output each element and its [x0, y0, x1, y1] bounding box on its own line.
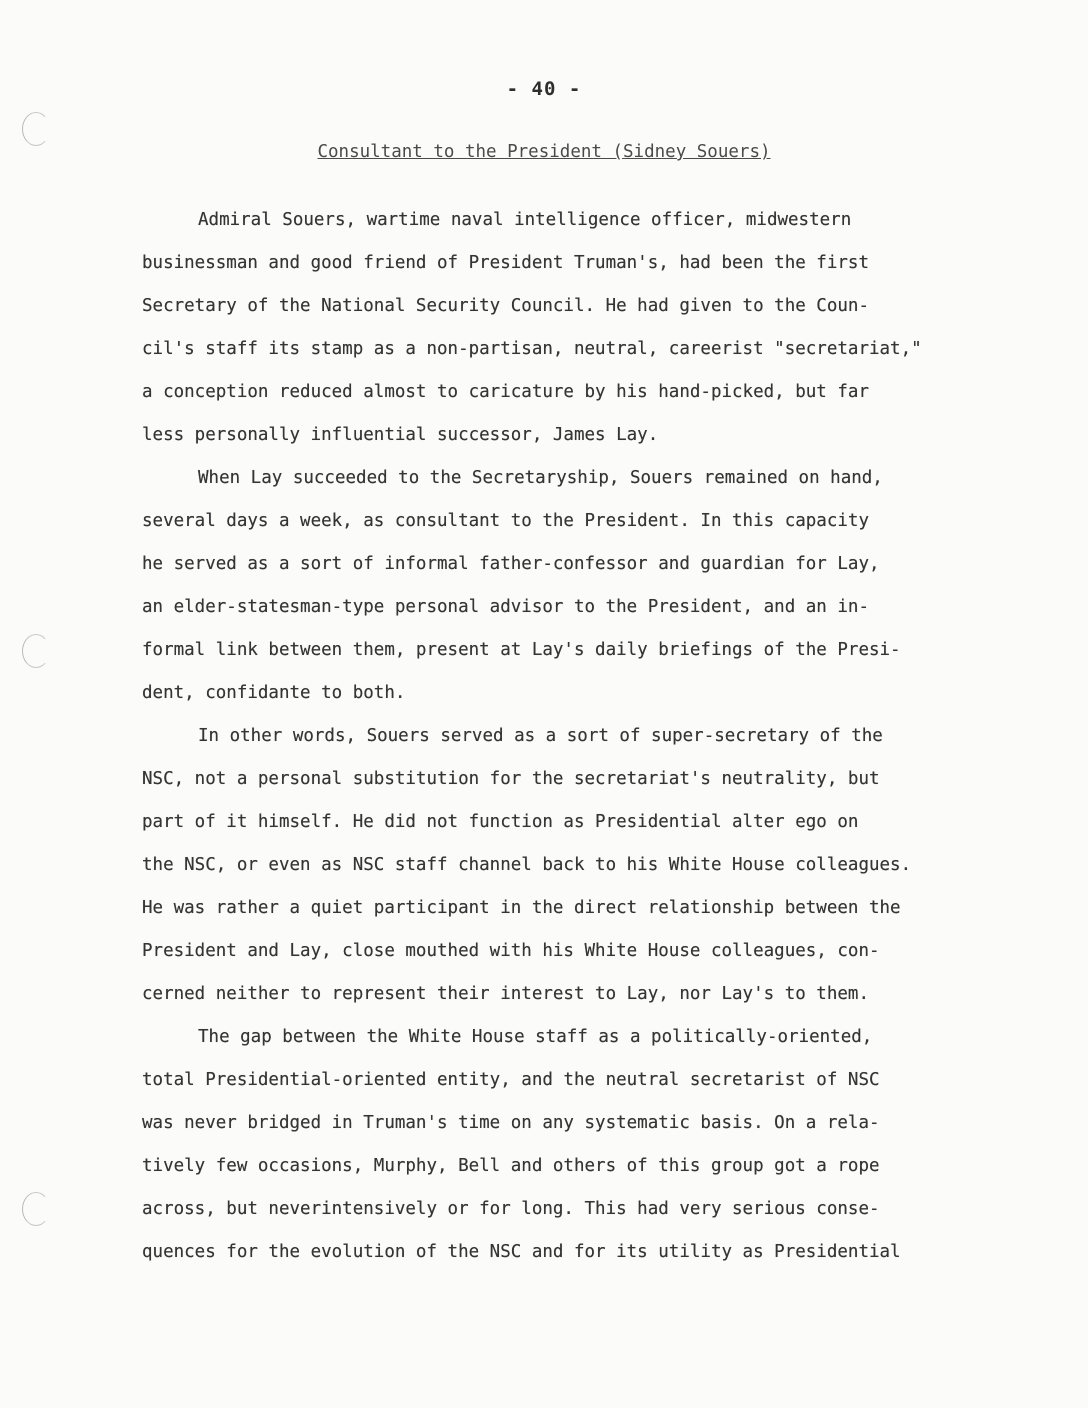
paragraph-3-line-6: President and Lay, close mouthed with his White House colleagues, con- — [142, 941, 880, 961]
paragraph-4-line-6: quences for the evolution of the NSC and for its utility as Presidential — [142, 1242, 901, 1262]
punch-hole-middle — [22, 634, 50, 668]
paragraph-4-line-2: total Presidential-oriented entity, and the neutral secretarist of NSC — [142, 1070, 880, 1090]
paragraph-1-line-6: less personally influential successor, James Lay. — [142, 425, 659, 445]
paragraph-4-line-4: tively few occasions, Murphy, Bell and others of this group got a rope — [142, 1156, 880, 1176]
paragraph-4-line-5: across, but neverintensively or for long. This had very serious conse- — [142, 1199, 880, 1219]
paragraph-3-line-3: part of it himself. He did not function as Presidential alter ego on — [142, 812, 859, 832]
paragraph-2-line-4: an elder-statesman-type personal advisor to the President, and an in- — [142, 597, 869, 617]
paragraph-2-line-6: dent, confidante to both. — [142, 683, 406, 703]
paragraph-1-line-5: a conception reduced almost to caricature by his hand-picked, but far — [142, 382, 869, 402]
paragraph-1-line-4: cil's staff its stamp as a non-partisan, neutral, careerist "secretariat," — [142, 339, 922, 359]
paragraph-1-line-1: Admiral Souers, wartime naval intelligence officer, midwestern — [198, 210, 852, 230]
paragraph-4-line-3: was never bridged in Truman's time on any systematic basis. On a rela- — [142, 1113, 880, 1133]
paragraph-4-line-1: The gap between the White House staff as a politically-oriented, — [198, 1027, 873, 1047]
page-number: - 40 - — [506, 78, 582, 100]
punch-hole-bottom — [22, 1192, 50, 1226]
paragraph-2-line-1: When Lay succeeded to the Secretaryship, Souers remained on hand, — [198, 468, 883, 488]
paragraph-2-line-5: formal link between them, present at Lay's daily briefings of the Presi- — [142, 640, 901, 660]
paragraph-2-line-2: several days a week, as consultant to the President. In this capacity — [142, 511, 869, 531]
paragraph-2-line-3: he served as a sort of informal father-confessor and guardian for Lay, — [142, 554, 880, 574]
punch-hole-top — [22, 112, 50, 146]
paragraph-3-line-7: cerned neither to represent their interest to Lay, nor Lay's to them. — [142, 984, 869, 1004]
paragraph-1-line-3: Secretary of the National Security Council. He had given to the Coun- — [142, 296, 869, 316]
paragraph-3-line-2: NSC, not a personal substitution for the secretariat's neutrality, but — [142, 769, 880, 789]
body-text — [142, 205, 932, 1280]
paragraph-3-line-5: He was rather a quiet participant in the direct relationship between the — [142, 898, 901, 918]
paragraph-1-line-2: businessman and good friend of President Truman's, had been the first — [142, 253, 869, 273]
section-title: Consultant to the President (Sidney Souers) — [317, 142, 771, 162]
paragraph-3-line-1: In other words, Souers served as a sort of super-secretary of the — [198, 726, 883, 746]
paragraph-3-line-4: the NSC, or even as NSC staff channel back to his White House colleagues. — [142, 855, 912, 875]
